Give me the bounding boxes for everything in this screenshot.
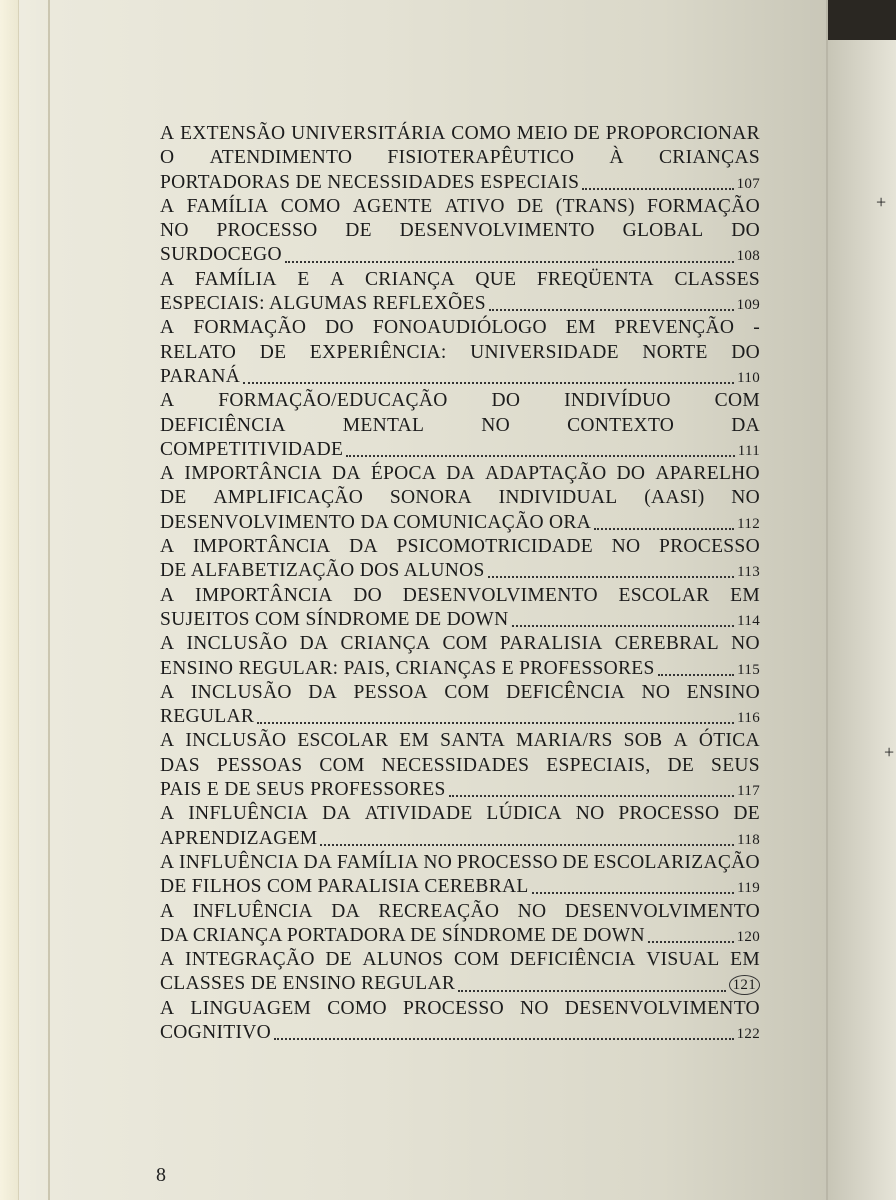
toc-entry-text: PORTADORAS DE NECESSIDADES ESPECIAIS — [160, 171, 580, 193]
toc-entry-line — [160, 146, 760, 170]
toc-word: DO — [731, 341, 760, 363]
toc-entry-last-line — [160, 292, 760, 316]
toc-page-number: 111 — [737, 442, 760, 459]
toc-word: A — [160, 803, 175, 825]
toc-entry-line — [160, 802, 760, 826]
page-edge — [0, 0, 19, 1200]
toc-entry-line — [160, 316, 760, 340]
toc-entry-text: DE ALFABETIZAÇÃO DOS ALUNOS — [160, 560, 485, 582]
toc-word: DA — [446, 463, 476, 485]
toc-word: FREQÜENTA — [536, 268, 654, 290]
toc-entry-text: PAIS E DE SEUS PROFESSORES — [160, 779, 446, 801]
toc-word: CRIANÇA — [340, 633, 431, 655]
toc-word: ESPECIAIS, — [546, 754, 651, 776]
toc-word: UNIVERSIDADE — [470, 341, 619, 363]
toc-word: FISIOTERAPÊUTICO — [387, 147, 575, 169]
toc-word: ADAPTAÇÃO — [485, 463, 607, 485]
dot-leader — [243, 382, 734, 384]
toc-entry-line — [160, 414, 760, 438]
toc-entry-text: CLASSES DE ENSINO REGULAR — [160, 973, 456, 995]
toc-word: A — [160, 390, 175, 412]
toc-entry — [160, 462, 760, 535]
toc-word: PESSOAS — [216, 754, 303, 776]
toc-entry-line — [160, 948, 760, 972]
toc-word: PARALISIA — [499, 633, 603, 655]
toc-word: DESENVOLVIMENTO — [399, 220, 595, 242]
page-number: 8 — [156, 1164, 166, 1186]
toc-word: PREVENÇÃO — [614, 317, 735, 339]
toc-word: PROCESSO — [456, 851, 558, 873]
toc-entry-text: COMPETITIVIDADE — [160, 438, 344, 460]
toc-entry-last-line — [160, 705, 760, 729]
toc-entry-text — [160, 316, 760, 340]
toc-word: MEIO — [516, 123, 568, 144]
toc-page-number: 114 — [737, 612, 760, 629]
toc-word: INFLUÊNCIA — [192, 900, 313, 922]
toc-word: DE — [259, 341, 287, 363]
toc-word: NECESSIDADES — [381, 754, 530, 776]
toc-entry-text: DESENVOLVIMENTO DA COMUNICAÇÃO ORA — [160, 511, 592, 533]
toc-entry-line — [160, 195, 760, 219]
toc-word: A — [160, 195, 175, 217]
toc-entry-text: REGULAR — [160, 706, 255, 728]
toc-word: DE — [160, 487, 187, 509]
toc-word: PROCESSO — [618, 803, 720, 825]
toc-page-number: 120 — [736, 928, 760, 945]
toc-word: SEUS — [711, 754, 760, 776]
toc-word: (AASI) — [644, 487, 705, 509]
toc-word: NO — [731, 633, 760, 655]
toc-page-number: 117 — [737, 783, 760, 800]
toc-entry — [160, 122, 760, 195]
toc-entry-text — [160, 802, 760, 826]
toc-entry-line — [160, 389, 760, 413]
toc-entry-text: PARANÁ — [160, 365, 241, 387]
toc-page-number: 115 — [737, 661, 760, 678]
toc-word: LINGUAGEM — [190, 997, 312, 1019]
toc-page-number: 116 — [737, 710, 760, 727]
toc-entry-last-line — [160, 243, 760, 267]
dot-leader — [658, 674, 734, 676]
toc-word: NO — [641, 681, 671, 703]
toc-word: DA — [299, 633, 329, 655]
toc-entry-text — [160, 729, 760, 753]
toc-word: FORMAÇÃO/EDUCAÇÃO — [218, 390, 448, 412]
toc-word: O — [160, 147, 175, 169]
toc-entry-text — [160, 584, 760, 608]
toc-entry-line — [160, 997, 760, 1021]
toc-word: DA — [303, 851, 333, 873]
toc-entry-last-line — [160, 924, 760, 948]
toc-entry-text — [160, 122, 760, 146]
toc-entry-line — [160, 754, 760, 778]
toc-word: INCLUSÃO — [186, 633, 288, 655]
toc-word: AGENTE — [352, 195, 433, 217]
toc-word: ÓTICA — [698, 730, 760, 752]
toc-word: A — [160, 268, 175, 290]
toc-word: PROCESSO — [216, 220, 318, 242]
toc-word: EM — [399, 730, 430, 752]
toc-word: COM — [444, 681, 490, 703]
toc-word: A — [673, 730, 688, 752]
toc-entry-line — [160, 584, 760, 608]
toc-word: MARIA/RS — [516, 730, 613, 752]
dot-leader — [274, 1038, 734, 1040]
toc-word: ESCOLAR — [297, 730, 389, 752]
toc-word: RECREAÇÃO — [378, 900, 500, 922]
toc-word: DA — [322, 803, 351, 825]
toc-word: INFLUÊNCIA — [188, 803, 309, 825]
toc-word: DE — [325, 949, 352, 971]
toc-word: INDIVIDUAL — [498, 487, 618, 509]
dot-leader — [594, 528, 734, 530]
dot-leader — [257, 722, 734, 724]
toc-word: DA — [731, 414, 760, 436]
toc-word: E — [297, 268, 310, 290]
toc-entry — [160, 729, 760, 802]
toc-word: DE — [667, 754, 695, 776]
toc-entry-line — [160, 900, 760, 924]
dot-leader — [648, 941, 734, 943]
toc-word: EXTENSÃO — [180, 123, 286, 144]
toc-word: CRIANÇAS — [658, 147, 760, 169]
toc-entry-last-line — [160, 778, 760, 802]
toc-entry — [160, 584, 760, 633]
toc-entry-text: APRENDIZAGEM — [160, 827, 318, 849]
toc-word: A — [330, 268, 345, 290]
toc-word: COMO — [280, 195, 341, 217]
toc-word: DO — [353, 584, 383, 606]
dot-leader — [489, 309, 734, 311]
toc-word: A — [160, 851, 175, 873]
toc-word: ATENDIMENTO — [209, 147, 353, 169]
toc-entry-text — [160, 389, 760, 413]
toc-entry-text — [160, 462, 760, 486]
toc-entry-text — [160, 414, 760, 438]
dot-leader — [488, 576, 735, 578]
toc-entry-text: SUJEITOS COM SÍNDROME DE DOWN — [160, 608, 509, 630]
toc-word: INCLUSÃO — [190, 681, 292, 703]
toc-entry-text: ENSINO REGULAR: PAIS, CRIANÇAS E PROFESSORES — [160, 657, 655, 679]
toc-entry-text — [160, 948, 760, 972]
dot-leader — [320, 844, 734, 846]
toc-entry-line — [160, 462, 760, 486]
toc-word: DESENVOLVIMENTO — [564, 900, 760, 922]
toc-page-number: 112 — [737, 515, 760, 532]
toc-word: INFLUÊNCIA — [178, 851, 299, 873]
toc-word: IMPORTÂNCIA — [195, 584, 333, 606]
toc-word: IMPORTÂNCIA — [184, 463, 322, 485]
toc-word: DO — [731, 220, 760, 242]
toc-entry-line — [160, 632, 760, 656]
toc-word: PROPORCIONAR — [605, 123, 760, 144]
toc-word: DO — [616, 463, 646, 485]
toc-word: MENTAL — [342, 414, 425, 436]
toc-word: COM — [714, 390, 760, 412]
toc-page-number: 113 — [737, 564, 760, 581]
toc-entry-last-line — [160, 875, 760, 899]
toc-entry-text — [160, 754, 760, 778]
toc-entry-line — [160, 341, 760, 365]
toc-word: PESSOA — [353, 681, 428, 703]
toc-word: ATIVIDADE — [364, 803, 473, 825]
toc-word: COM — [454, 949, 500, 971]
dot-leader — [346, 455, 734, 457]
toc-word: COMO — [451, 123, 512, 144]
toc-word: A — [160, 536, 175, 558]
toc-entry — [160, 195, 760, 268]
toc-word: DA — [349, 536, 378, 558]
toc-page-number: 122 — [736, 1025, 760, 1042]
toc-word: SONORA — [389, 487, 472, 509]
dot-leader — [285, 261, 734, 263]
toc-word: NO — [160, 220, 189, 242]
toc-word: FAMÍLIA — [336, 851, 419, 873]
toc-word: NO — [519, 997, 549, 1019]
toc-word: IMPORTÂNCIA — [192, 536, 331, 558]
toc-word: NO — [423, 851, 453, 873]
toc-word: A — [160, 681, 175, 703]
toc-entry-text — [160, 681, 760, 705]
toc-entry-text — [160, 486, 760, 510]
toc-entry-last-line — [160, 657, 760, 681]
toc-entry — [160, 268, 760, 317]
toc-word: FORMAÇÃO — [193, 317, 307, 339]
toc-entry — [160, 851, 760, 900]
toc-word: FORMAÇÃO — [647, 195, 760, 217]
toc-entry-last-line — [160, 972, 760, 996]
toc-page-number: 119 — [737, 880, 760, 897]
toc-entry-last-line — [160, 438, 760, 462]
toc-word: PROCESSO — [658, 536, 760, 558]
toc-page-number: 121 — [729, 975, 760, 995]
toc-page-number: 108 — [736, 248, 760, 265]
toc-entry-line — [160, 219, 760, 243]
toc-word: A — [160, 730, 175, 752]
toc-word: DESENVOLVIMENTO — [564, 997, 760, 1019]
toc-entry — [160, 535, 760, 584]
toc-entry — [160, 997, 760, 1046]
table-of-contents — [160, 122, 760, 1045]
toc-word: CRIANÇA — [364, 268, 455, 290]
toc-word: QUE — [475, 268, 517, 290]
toc-word: SANTA — [440, 730, 506, 752]
toc-entry-last-line — [160, 1021, 760, 1045]
toc-word: NO — [731, 487, 760, 509]
toc-word: DE — [573, 123, 601, 144]
toc-word: LÚDICA — [486, 803, 562, 825]
toc-entry-last-line — [160, 171, 760, 195]
toc-word: INTEGRAÇÃO — [184, 949, 315, 971]
toc-word: A — [160, 900, 175, 922]
toc-entry-line — [160, 535, 760, 559]
toc-word: A — [160, 633, 175, 655]
toc-entry-text — [160, 219, 760, 243]
toc-entry-last-line — [160, 511, 760, 535]
toc-page-number: 118 — [737, 831, 760, 848]
toc-entry — [160, 632, 760, 681]
toc-word: DAS — [160, 754, 200, 776]
toc-word: ENSINO — [686, 681, 760, 703]
toc-word: INCLUSÃO — [185, 730, 287, 752]
toc-word: ESCOLARIZAÇÃO — [593, 851, 760, 873]
toc-word: UNIVERSITÁRIA — [291, 123, 446, 144]
toc-entry-text: DE FILHOS COM PARALISIA CEREBRAL — [160, 876, 529, 898]
toc-entry-text — [160, 632, 760, 656]
toc-entry-text — [160, 900, 760, 924]
toc-word: DE — [345, 220, 372, 242]
toc-entry — [160, 948, 760, 997]
toc-entry-line — [160, 122, 760, 146]
dot-leader — [512, 625, 735, 627]
toc-entry — [160, 802, 760, 851]
toc-entry-last-line — [160, 608, 760, 632]
toc-word: FONOAUDIÓLOGO — [372, 317, 547, 339]
toc-word: EXPERIÊNCIA: — [309, 341, 447, 363]
toc-word: À — [609, 147, 624, 169]
toc-entry-text — [160, 997, 760, 1021]
toc-word: (TRANS) — [555, 195, 635, 217]
toc-word: RELATO — [160, 341, 237, 363]
toc-word: DE — [516, 195, 544, 217]
toc-page-number: 109 — [736, 297, 760, 314]
toc-entry-line — [160, 268, 760, 292]
toc-word: DE — [562, 851, 589, 873]
toc-entry-line — [160, 851, 760, 875]
dot-leader — [582, 188, 733, 190]
toc-word: EM — [565, 317, 596, 339]
pencil-mark-icon: + — [884, 742, 895, 762]
toc-word: - — [753, 317, 760, 339]
toc-entry-text: ESPECIAIS: ALGUMAS REFLEXÕES — [160, 293, 486, 315]
toc-word: CLASSES — [674, 268, 760, 290]
toc-entry-text: DA CRIANÇA PORTADORA DE SÍNDROME DE DOWN — [160, 924, 645, 946]
toc-word: A — [160, 317, 175, 339]
toc-word: NO — [575, 803, 605, 825]
next-page — [828, 40, 896, 1200]
toc-entry-text — [160, 146, 760, 170]
toc-word: DA — [331, 900, 360, 922]
toc-word: DEFICIÊNCIA — [509, 949, 636, 971]
toc-page-number: 107 — [736, 175, 760, 192]
toc-word: EM — [730, 584, 760, 606]
toc-entry — [160, 681, 760, 730]
toc-word: PROCESSO — [402, 997, 504, 1019]
toc-word: PSICOMOTRICIDADE — [396, 536, 594, 558]
toc-word: DO — [325, 317, 354, 339]
toc-word: A — [160, 463, 175, 485]
toc-word: SOB — [623, 730, 663, 752]
toc-word: GLOBAL — [622, 220, 704, 242]
toc-word: CEREBRAL — [614, 633, 720, 655]
toc-word: EM — [730, 949, 760, 971]
toc-word: VISUAL — [646, 949, 720, 971]
toc-word: ATIVO — [444, 195, 505, 217]
toc-word: NORTE — [642, 341, 708, 363]
toc-word: FAMÍLIA — [194, 268, 277, 290]
toc-word: ALUNOS — [362, 949, 444, 971]
page-fold-line — [48, 0, 50, 1200]
toc-word: A — [160, 997, 175, 1019]
toc-word: DE — [733, 803, 760, 825]
toc-word: A — [160, 949, 175, 971]
toc-word: APARELHO — [655, 463, 760, 485]
toc-entry — [160, 316, 760, 389]
pencil-mark-icon: + — [876, 192, 887, 212]
toc-word: CONTEXTO — [567, 414, 675, 436]
toc-entry-last-line — [160, 559, 760, 583]
toc-entry-line — [160, 729, 760, 753]
toc-entry-line — [160, 681, 760, 705]
toc-word: DESENVOLVIMENTO — [402, 584, 598, 606]
toc-entry-text — [160, 341, 760, 365]
toc-entry-text — [160, 268, 760, 292]
toc-word: NO — [611, 536, 641, 558]
toc-entry-text: SURDOCEGO — [160, 244, 282, 266]
toc-entry-text — [160, 851, 760, 875]
toc-word: DEFICÊNCIA — [506, 681, 626, 703]
toc-entry-text: COGNITIVO — [160, 1021, 272, 1043]
toc-word: DO — [491, 390, 521, 412]
toc-entry-text — [160, 535, 760, 559]
toc-word: ESCOLAR — [618, 584, 710, 606]
toc-word: COM — [319, 754, 365, 776]
toc-entry-line — [160, 486, 760, 510]
toc-word: DA — [332, 463, 361, 485]
toc-page-number: 110 — [737, 369, 760, 386]
toc-word: NO — [481, 414, 511, 436]
toc-word: FAMÍLIA — [186, 195, 269, 217]
toc-word: NO — [517, 900, 547, 922]
toc-word: INDIVÍDUO — [564, 390, 671, 412]
toc-word: A — [160, 584, 175, 606]
dot-leader — [449, 795, 735, 797]
dot-leader — [458, 990, 725, 992]
toc-word: A — [160, 123, 175, 144]
dot-leader — [532, 892, 735, 894]
toc-word: AMPLIFICAÇÃO — [213, 487, 364, 509]
toc-word: COMO — [327, 997, 387, 1019]
toc-entry — [160, 900, 760, 949]
toc-word: DEFICIÊNCIA — [160, 414, 286, 436]
toc-word: ÉPOCA — [370, 463, 437, 485]
toc-entry-text — [160, 195, 760, 219]
toc-word: COM — [442, 633, 488, 655]
toc-word: DA — [308, 681, 338, 703]
toc-entry-last-line — [160, 827, 760, 851]
toc-entry-last-line — [160, 365, 760, 389]
toc-entry — [160, 389, 760, 462]
